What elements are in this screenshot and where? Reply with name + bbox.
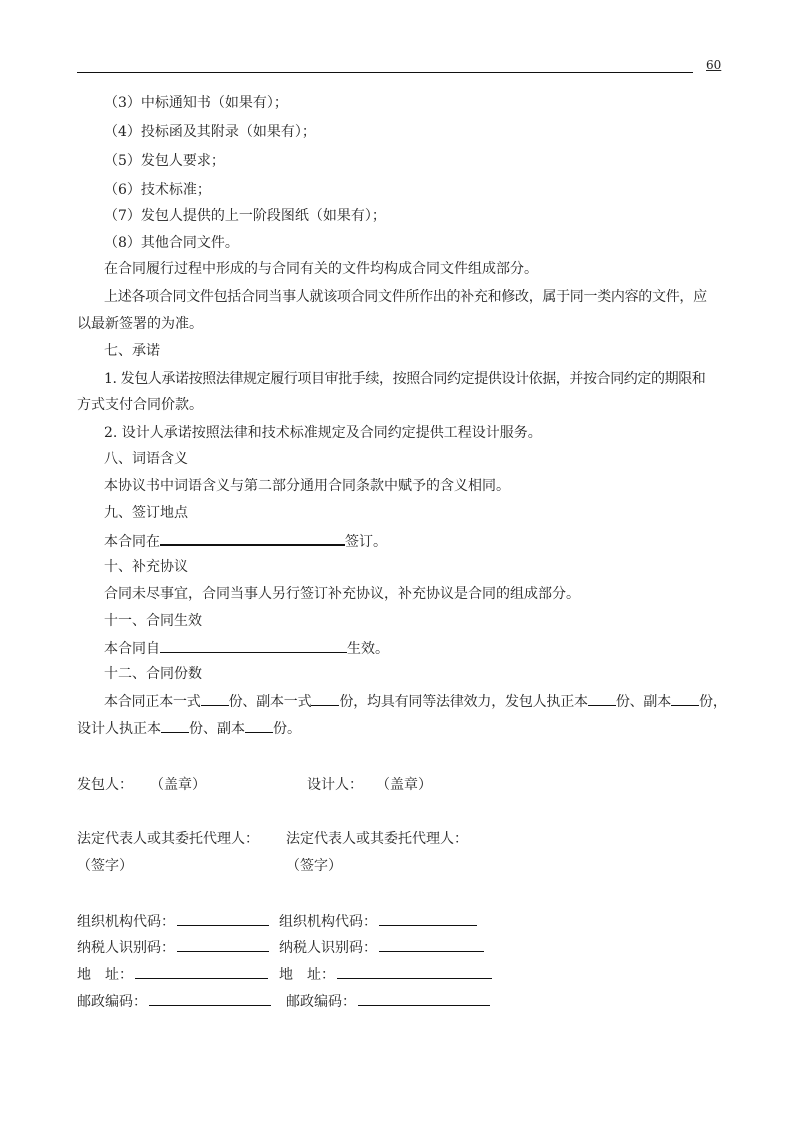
- paragraph: 本协议书中词语含义与第二部分通用合同条款中赋予的含义相同。: [104, 478, 510, 494]
- rep-label-right: 法定代表人或其委托代理人：: [286, 831, 468, 847]
- sign-left: （签字）: [77, 858, 133, 874]
- tax-id-left-blank[interactable]: [177, 937, 269, 952]
- copies-line: [104, 691, 727, 712]
- org-code-right-blank[interactable]: [379, 911, 477, 926]
- text: 份。: [273, 721, 301, 737]
- list-item: （3）中标通知书（如果有）；: [104, 95, 288, 111]
- tax-id-left: [77, 937, 269, 958]
- label: 邮政编码：: [77, 994, 147, 1010]
- sign-right: （签字）: [286, 858, 342, 874]
- list-item: （4）投标函及其附录（如果有）；: [104, 124, 316, 140]
- label: 邮政编码：: [286, 994, 356, 1010]
- rep-label-left: 法定代表人或其委托代理人：: [77, 831, 259, 847]
- blank[interactable]: [588, 691, 616, 706]
- signing-place-blank[interactable]: [160, 530, 345, 546]
- label: 地 址：: [279, 967, 335, 983]
- text: 本合同正本一式: [104, 694, 201, 710]
- blank[interactable]: [245, 718, 273, 733]
- postal-right: [286, 991, 490, 1012]
- text: 设计人执正本: [77, 721, 161, 737]
- org-code-left: [77, 911, 269, 932]
- signing-place-line: [104, 530, 387, 552]
- address-right-blank[interactable]: [337, 964, 492, 979]
- text: 份，均具有同等法律效力，发包人执正本: [339, 694, 588, 710]
- text: 本合同在: [104, 534, 160, 550]
- section-title: 十、补充协议: [104, 559, 188, 575]
- list-item: （7）发包人提供的上一阶段图纸（如果有）；: [104, 208, 386, 224]
- text: 份、副本: [615, 694, 672, 710]
- org-code-left-blank[interactable]: [177, 911, 269, 926]
- effective-blank[interactable]: [160, 638, 347, 653]
- list-item: （6）技术标准；: [104, 182, 211, 198]
- blank[interactable]: [161, 718, 189, 733]
- employer-label: 发包人：: [77, 777, 133, 793]
- text: 份，: [699, 694, 727, 710]
- designer-label: 设计人：: [307, 777, 363, 793]
- paragraph: 合同未尽事宜，合同当事人另行签订补充协议，补充协议是合同的组成部分。: [104, 586, 580, 602]
- section-title: 十二、合同份数: [104, 666, 202, 682]
- designer-seal: （盖章）: [376, 777, 432, 793]
- copies-line: [77, 718, 301, 739]
- section-title: 十一、合同生效: [104, 613, 202, 629]
- text: 份、副本一式: [228, 694, 312, 710]
- effective-line: [104, 638, 389, 659]
- paragraph: 在合同履行过程中形成的与合同有关的文件均构成合同文件组成部分。: [104, 261, 538, 277]
- page-number: 60: [706, 58, 722, 72]
- tax-id-right: [279, 937, 484, 958]
- label: 纳税人识别码：: [279, 940, 377, 956]
- label: 地 址：: [77, 967, 133, 983]
- org-code-right: [279, 911, 477, 932]
- postal-left: [77, 991, 271, 1012]
- blank[interactable]: [201, 691, 229, 706]
- paragraph: 以最新签署的为准。: [77, 316, 203, 332]
- text: 份、副本: [189, 721, 245, 737]
- blank[interactable]: [311, 691, 339, 706]
- label: 纳税人识别码：: [77, 940, 175, 956]
- postal-left-blank[interactable]: [149, 991, 271, 1006]
- label: 组织机构代码：: [279, 914, 377, 930]
- employer-seal: （盖章）: [150, 777, 206, 793]
- section-title: 七、承诺: [104, 343, 160, 359]
- list-item: （5）发包人要求；: [104, 153, 225, 169]
- text: 生效。: [347, 641, 389, 657]
- tax-id-right-blank[interactable]: [379, 937, 484, 952]
- list-item: （8）其他合同文件。: [104, 235, 239, 251]
- label: 组织机构代码：: [77, 914, 175, 930]
- paragraph: 上述各项合同文件包括合同当事人就该项合同文件所作出的补充和修改，属于同一类内容的文件，应: [104, 289, 707, 305]
- section-title: 九、签订地点: [104, 505, 188, 521]
- paragraph: 1. 发包人承诺按照法律规定履行项目审批手续，按照合同约定提供设计依据，并按合同约定的期限和: [104, 371, 706, 387]
- paragraph: 方式支付合同价款。: [77, 397, 203, 413]
- postal-right-blank[interactable]: [358, 991, 490, 1006]
- address-right: [279, 964, 492, 985]
- address-left-blank[interactable]: [135, 964, 268, 979]
- address-left: [77, 964, 268, 985]
- section-title: 八、词语含义: [104, 451, 188, 467]
- header-rule: [77, 72, 693, 73]
- paragraph: 2. 设计人承诺按照法律和技术标准规定及合同约定提供工程设计服务。: [104, 425, 542, 441]
- blank[interactable]: [671, 691, 699, 706]
- text: 本合同自: [104, 641, 160, 657]
- text: 签订。: [345, 534, 387, 550]
